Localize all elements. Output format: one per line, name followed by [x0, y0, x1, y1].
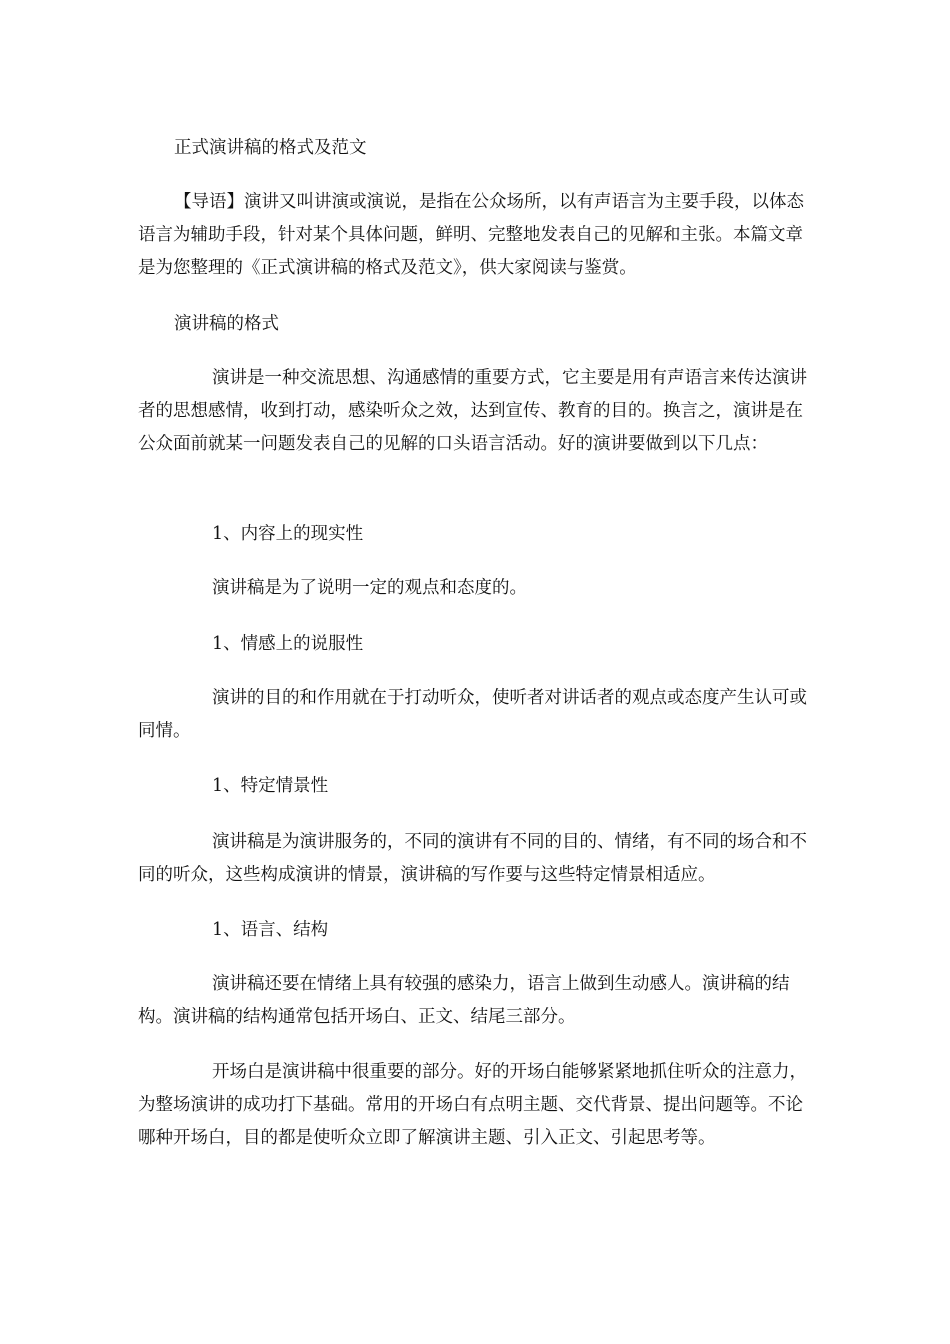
body-paragraph: 演讲稿还要在情绪上具有较强的感染力，语言上做到生动感人。演讲稿的结构。演讲稿的结构通常包括开场白、正文、结尾三部分。 [138, 974, 790, 1027]
body-paragraph: 演讲是一种交流思想、沟通感情的重要方式，它主要是用有声语言来传达演讲者的思想感情，收到打动，感染听众之效，达到宣传、教育的目的。换言之，演讲是在公众面前就某一问题发表自己的见解的口头语言活动。好的演讲要做到以下几点： [138, 368, 807, 454]
list-item-heading: 1、内容上的现实性 [212, 524, 364, 544]
list-item-heading: 1、情感上的说服性 [212, 634, 364, 654]
document-title: 正式演讲稿的格式及范文 [174, 138, 367, 158]
list-item-heading: 1、语言、结构 [212, 920, 329, 940]
body-paragraph: 演讲稿是为演讲服务的，不同的演讲有不同的目的、情绪，有不同的场合和不同的听众，这些构成演讲的情景，演讲稿的写作要与这些特定情景相适应。 [138, 832, 807, 885]
section-heading: 演讲稿的格式 [174, 314, 279, 334]
body-paragraph: 演讲的目的和作用就在于打动听众，使听者对讲话者的观点或态度产生认可或同情。 [138, 688, 807, 741]
body-paragraph: 演讲稿是为了说明一定的观点和态度的。 [212, 578, 527, 598]
list-item-heading: 1、特定情景性 [212, 776, 329, 796]
intro-paragraph: 【导语】演讲又叫讲演或演说，是指在公众场所，以有声语言为主要手段，以体态语言为辅助手段，针对某个具体问题，鲜明、完整地发表自己的见解和主张。本篇文章是为您整理的《正式演讲稿的格式及范文》，供大家阅读与鉴赏。 [138, 192, 804, 278]
body-paragraph: 开场白是演讲稿中很重要的部分。好的开场白能够紧紧地抓住听众的注意力，为整场演讲的成功打下基础。常用的开场白有点明主题、交代背景、提出问题等。不论哪种开场白，目的都是使听众立即了解演讲主题、引入正文、引起思考等。 [138, 1062, 807, 1148]
